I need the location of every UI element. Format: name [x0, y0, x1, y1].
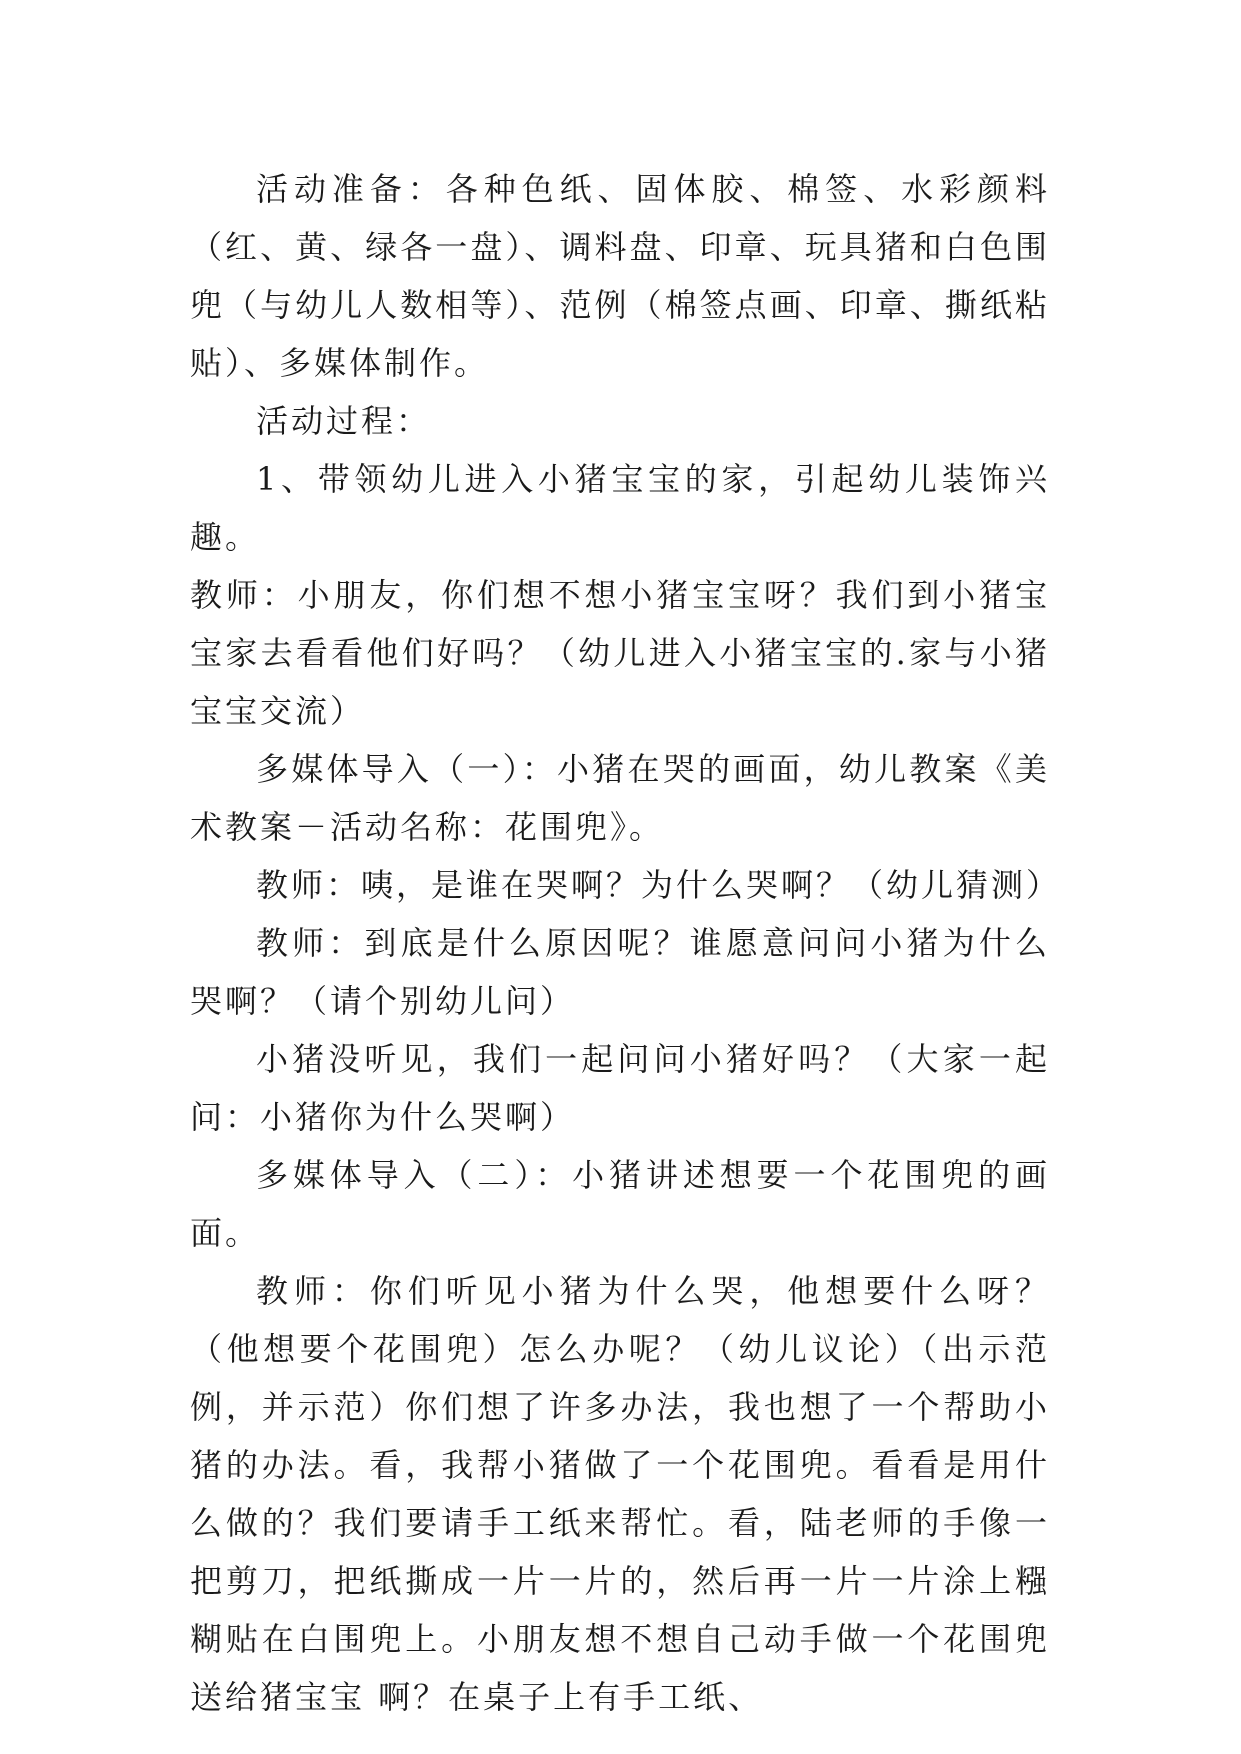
paragraph-teacher-demo: 教师：你们听见小猪为什么哭，他想要什么呀？（他想要个花围兜）怎么办呢？（幼儿议论）（出示范例，并示范）你们想了许多办法，我也想了一个帮助小猪的办法。看，我帮小猪做了一个花围兜。看看是用什么做的？我们要请手工纸来帮忙。看，陆老师的手像一把剪刀，把纸撕成一片一片的，然后再一片一片涂上糨糊贴在白围兜上。小朋友想不想自己动手做一个花围兜送给猪宝宝 啊？在桌子上有手工纸、	[190, 1272, 1050, 1716]
paragraph-teacher-question-1: 教师：咦，是谁在哭啊？为什么哭啊？（幼儿猜测）	[256, 866, 1062, 904]
paragraph-step-1: 1、带领幼儿进入小猪宝宝的家，引起幼儿装饰兴趣。	[190, 460, 1050, 556]
paragraph-teacher-intro: 教师：小朋友，你们想不想小猪宝宝呀？我们到小猪宝宝家去看看他们好吗？（幼儿进入小猪宝宝的.家与小猪宝宝交流）	[190, 576, 1050, 730]
paragraph-multimedia-2: 多媒体导入（二）：小猪讲述想要一个花围兜的画面。	[190, 1156, 1050, 1252]
paragraph-ask-together: 小猪没听见，我们一起问问小猪好吗？（大家一起问：小猪你为什么哭啊）	[190, 1040, 1050, 1136]
paragraph-teacher-question-2: 教师：到底是什么原因呢？谁愿意问问小猪为什么哭啊？（请个别幼儿问）	[190, 924, 1050, 1020]
paragraph-materials: 活动准备：各种色纸、固体胶、棉签、水彩颜料（红、黄、绿各一盘）、调料盘、印章、玩具猪和白色围兜（与幼儿人数相等）、范例（棉签点画、印章、撕纸粘贴）、多媒体制作。	[190, 170, 1050, 382]
paragraph-multimedia-1: 多媒体导入（一）：小猪在哭的画面，幼儿教案《美术教案－活动名称：花围兜》。	[190, 750, 1050, 846]
paragraph-process-heading: 活动过程：	[256, 402, 432, 440]
document-page	[190, 160, 1062, 1726]
